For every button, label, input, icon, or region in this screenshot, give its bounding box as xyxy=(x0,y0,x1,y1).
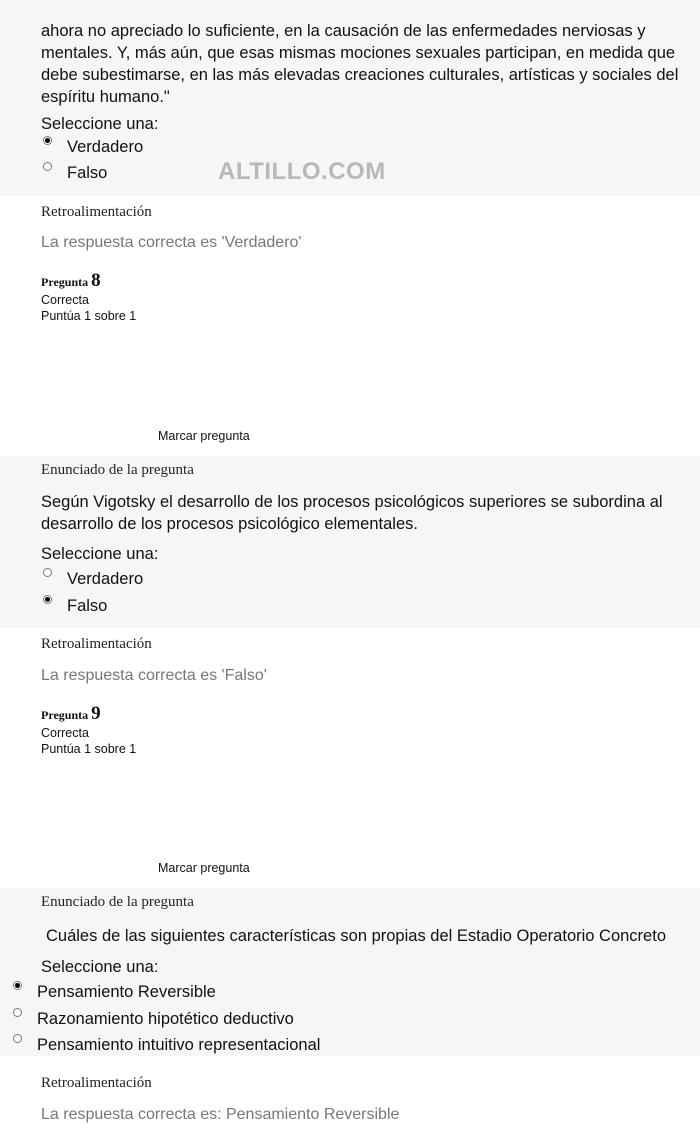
q8-question-text: Según Vigotsky el desarrollo de los procesos psicológicos superiores se subordina al desarrollo de los procesos psicológico elementales. xyxy=(41,493,663,533)
q9-statement-title: Enunciado de la pregunta xyxy=(41,894,194,910)
q9-option-3-label[interactable]: Pensamiento intuitivo representacional xyxy=(37,1036,321,1054)
q7-option-verdadero-label[interactable]: Verdadero xyxy=(67,138,144,156)
q8-heading xyxy=(41,270,101,292)
q8-option-falso-radio[interactable] xyxy=(43,595,52,604)
q9-option-2-label[interactable]: Razonamiento hipotético deductivo xyxy=(37,1010,294,1028)
q9-heading xyxy=(41,703,101,725)
q7-option-falso-label[interactable]: Falso xyxy=(67,164,108,182)
q8-select-label: Seleccione una: xyxy=(41,545,159,563)
q9-feedback-title: Retroalimentación xyxy=(41,1075,152,1091)
q8-flag-link[interactable]: Marcar pregunta xyxy=(158,429,250,443)
q7-feedback-text: La respuesta correcta es 'Verdadero' xyxy=(41,234,302,251)
q8-option-falso-label[interactable]: Falso xyxy=(67,597,108,615)
q7-option-verdadero-radio[interactable] xyxy=(43,136,52,145)
q8-score: Puntúa 1 sobre 1 xyxy=(41,309,137,323)
q9-number: 9 xyxy=(91,703,101,724)
q8-statement-title: Enunciado de la pregunta xyxy=(41,462,194,478)
q9-feedback-text: La respuesta correcta es: Pensamiento Reversible xyxy=(41,1106,400,1123)
q9-select-label: Seleccione una: xyxy=(41,958,159,976)
q9-flag-link[interactable]: Marcar pregunta xyxy=(158,861,250,875)
q9-heading-label: Pregunta xyxy=(41,708,89,722)
q9-option-2-radio[interactable] xyxy=(13,1008,22,1017)
q9-status: Correcta xyxy=(41,726,89,740)
q8-option-verdadero-radio[interactable] xyxy=(43,568,52,577)
q9-question-text: Cuáles de las siguientes características son propias del Estadio Operatorio Concreto xyxy=(46,927,666,945)
q9-option-1-radio[interactable] xyxy=(13,981,22,990)
q7-feedback-title: Retroalimentación xyxy=(41,204,152,220)
q7-select-label: Seleccione una: xyxy=(41,115,159,133)
q7-option-falso-radio[interactable] xyxy=(43,162,52,171)
q8-option-verdadero-label[interactable]: Verdadero xyxy=(67,570,144,588)
q7-question-text: ahora no apreciado lo suficiente, en la causación de las enfermedades nerviosas y mentales. Y, más aún, que esas mismas mociones sexuales participan, en medida que debe subestimarse, en las más elevadas creaciones culturales, artísticas y sociales del espíritu humano." xyxy=(41,22,679,106)
q9-option-1-label[interactable]: Pensamiento Reversible xyxy=(37,983,216,1001)
q8-number: 8 xyxy=(91,270,101,291)
watermark: ALTILLO.COM xyxy=(218,158,386,185)
q8-heading-label: Pregunta xyxy=(41,275,89,289)
q8-status: Correcta xyxy=(41,293,89,307)
q9-option-3-radio[interactable] xyxy=(13,1034,22,1043)
q8-feedback-text: La respuesta correcta es 'Falso' xyxy=(41,667,267,684)
q9-score: Puntúa 1 sobre 1 xyxy=(41,742,137,756)
q8-feedback-title: Retroalimentación xyxy=(41,636,152,652)
